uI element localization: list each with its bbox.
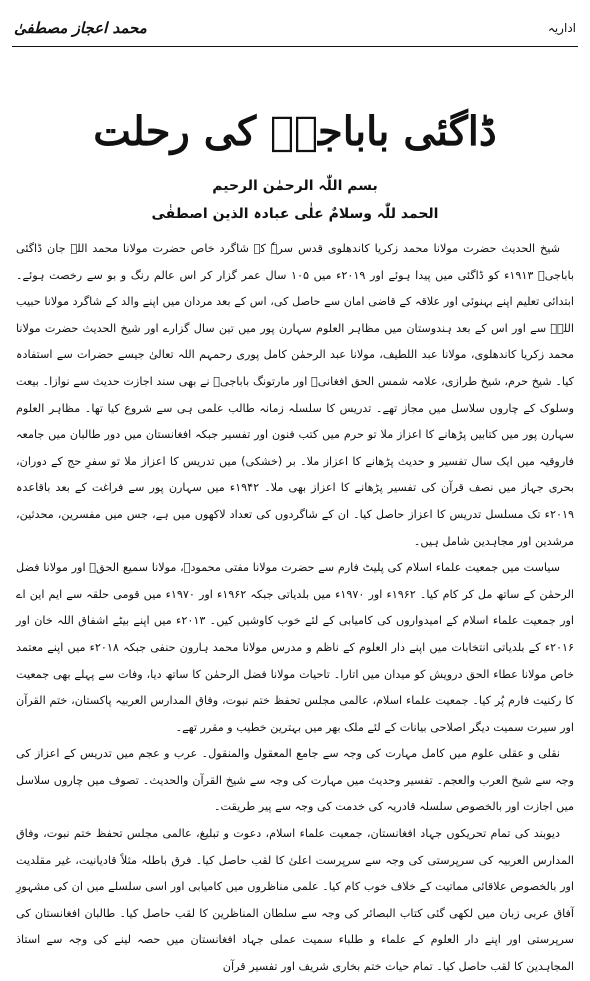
article-title: ڈاگئی باباجیؒ کی رحلت	[93, 108, 497, 155]
running-header-author: محمد اعجاز مصطفیٰ	[14, 19, 147, 37]
paragraph-movements: دیوبند کی تمام تحریکوں جہاد افغانستان، جمعیت علماء اسلام، دعوت و تبلیغ، عالمی مجلس تحفظ ختم نبوت، وفاق المدارس العربیہ کی سرپرستی کی وجہ سے سرپرست اعلیٰ کا لقب حاصل کیا۔ فرق باطلہ مثلاً قادیانیت، غیر مقلدیت اور بالخصوص علاقائی مماتیت کے خلاف خوب کام کیا۔ علمی مناظروں میں کامیابی اور اسی سلسلے میں ان کی مشہورِ آفاق عربی زبان میں لکھی گئی کتاب البصائر کی وجہ سے سلطان المناظرین کا لقب حاصل کیا۔ طالبان افغانستان کی سرپرستی اور اپنے دار العلوم کے علماء و طلباء سمیت عملی جہاد افغانستان میں حصہ لینے کی وجہ سے استاذ المجاہدین کا لقب حاصل کیا۔ تمام حیات ختم بخاری شریف اور تفسیر قرآن	[16, 827, 574, 974]
article-body	[16, 236, 574, 974]
bismillah-line: بسم اللّٰہ الرحمٰن الرحیم	[212, 178, 378, 194]
hamdala-line: الحمد للّٰہ وسلامٌ علٰی عبادہ الذین اصطفٰی	[151, 206, 439, 222]
paragraph-politics: سیاست میں جمعیت علماء اسلام کی پلیٹ فارم سے حضرت مولانا مفتی محمودؒ، مولانا سمیع الحقؒ اور مولانا فضل الرحمٰن کے ساتھ مل کر کام کیا۔ ۱۹۶۲ء اور ۱۹۷۰ء میں بلدیاتی جبکہ ۱۹۶۲ء اور ۱۹۷۰ء میں قومی حلقہ سے ایم این اے اور جمعیت علماء اسلام کے امیدواروں کی کامیابی کے لئے خوب کاوشیں کیں۔ ۲۰۱۳ء میں اپنے بیٹے اشفاق اللہ خان اور ۲۰۱۶ء کے بلدیاتی انتخابات میں اپنے دار العلوم کے ناظم و مدرس مولانا محمد ہارون حنفی جبکہ ۲۰۱۸ء میں اپنے معتمد خاص مولانا عطاء الحق درویش کو میدان میں اتارا۔ تاحیات مولانا فضل الرحمٰن کا ساتھ دیا، وفات سے پہلے بھی جمعیت کا رکنیت فارم پُر کیا۔ جمعیت علماء اسلام، عالمی مجلس تحفظ ختم نبوت، وفاق المدارس العربیہ پاکستان، ختم القرآن اور سیرت سمیت دیگر اصلاحی بیانات کے لئے ملک بھر میں بہترین خطیب و مقرر تھے۔	[16, 561, 574, 734]
paragraph-titles: نقلی و عقلی علوم میں کامل مہارت کی وجہ سے جامع المعقول والمنقول۔ عرب و عجم میں تدریس کے اعزاز کی وجہ سے شیخ العرب والعجم۔ تفسیر وحدیث میں مہارت کی وجہ سے شیخ القرآن والحدیث۔ تصوف میں چاروں سلاسل میں اجازت اور بالخصوص سلسلہ قادریہ کی خدمت کی وجہ سے پیر طریقت۔	[16, 747, 574, 814]
running-header	[14, 14, 576, 42]
header-divider	[12, 46, 578, 47]
paragraph-biography: شیخ الحدیث حضرت مولانا محمد زکریا کاندھلوی قدس سرہٗ کے شاگرد خاص حضرت مولانا محمد اللہ جان ڈاگئی باباجیؒ ۱۹۱۳ء کو ڈاگئی میں پیدا ہوئے اور ۲۰۱۹ء میں ۱۰۵ سال عمر گزار کر اس عالم رنگ و بو سے رخصت ہوئے۔ ابتدائی تعلیم اپنے بہنوئی اور علاقہ کے قاضی امان سے حاصل کی، اس کے بعد مردان میں اپنے والد کے شاگرد مولانا حبیب اللہؒ سے اور اس کے بعد ہندوستان میں مظاہر العلوم سہارن پور میں تین سال گزارے اور شیخ الحدیث حضرت مولانا محمد زکریا کاندھلوی، مولانا عبد اللطیف، مولانا عبد الرحمٰن کامل پوری رحمہم اللہ تعالیٰ جیسے حضرات سے استفادہ کیا۔ شیخ حرم، شیخ طرازی، علامہ شمس الحق افغانیؒ اور مارتونگ باباجیؒ نے بھی سند اجازت حدیث سے نوازا۔ بیعت وسلوک کے چاروں سلاسل میں مجاز تھے۔ تدریس کا سلسلہ زمانہ طالب علمی ہی سے شروع کیا تھا۔ مظاہر العلوم سہارن پور میں کتابیں پڑھانے کا اعزاز ملا تو حرم میں کتب فنون اور تفسیر جبکہ افغانستان میں دور طالبان میں جامعہ فاروقیہ میں ایک سال تفسیر و حدیث پڑھانے کا اعزاز ملا۔ بر (خشکی) میں تدریس کا اعزاز ملا تو سفرِ حج کے دوران، بحری جہاز میں نصف قرآن کی تفسیر پڑھانے کا اعزاز بھی ملا۔ ۱۹۴۲ء میں سہارن پور سے فراغت کے بعد باقاعدہ ۲۰۱۹ء تک مسلسل تدریس کا اعزاز حاصل کیا۔ ان کے شاگردوں کی تعداد لاکھوں میں ہے، جس میں مفسرین، محدثین، مرشدین اور مجاہدین شامل ہیں۔	[16, 242, 574, 548]
running-header-section: اداریہ	[547, 21, 576, 35]
